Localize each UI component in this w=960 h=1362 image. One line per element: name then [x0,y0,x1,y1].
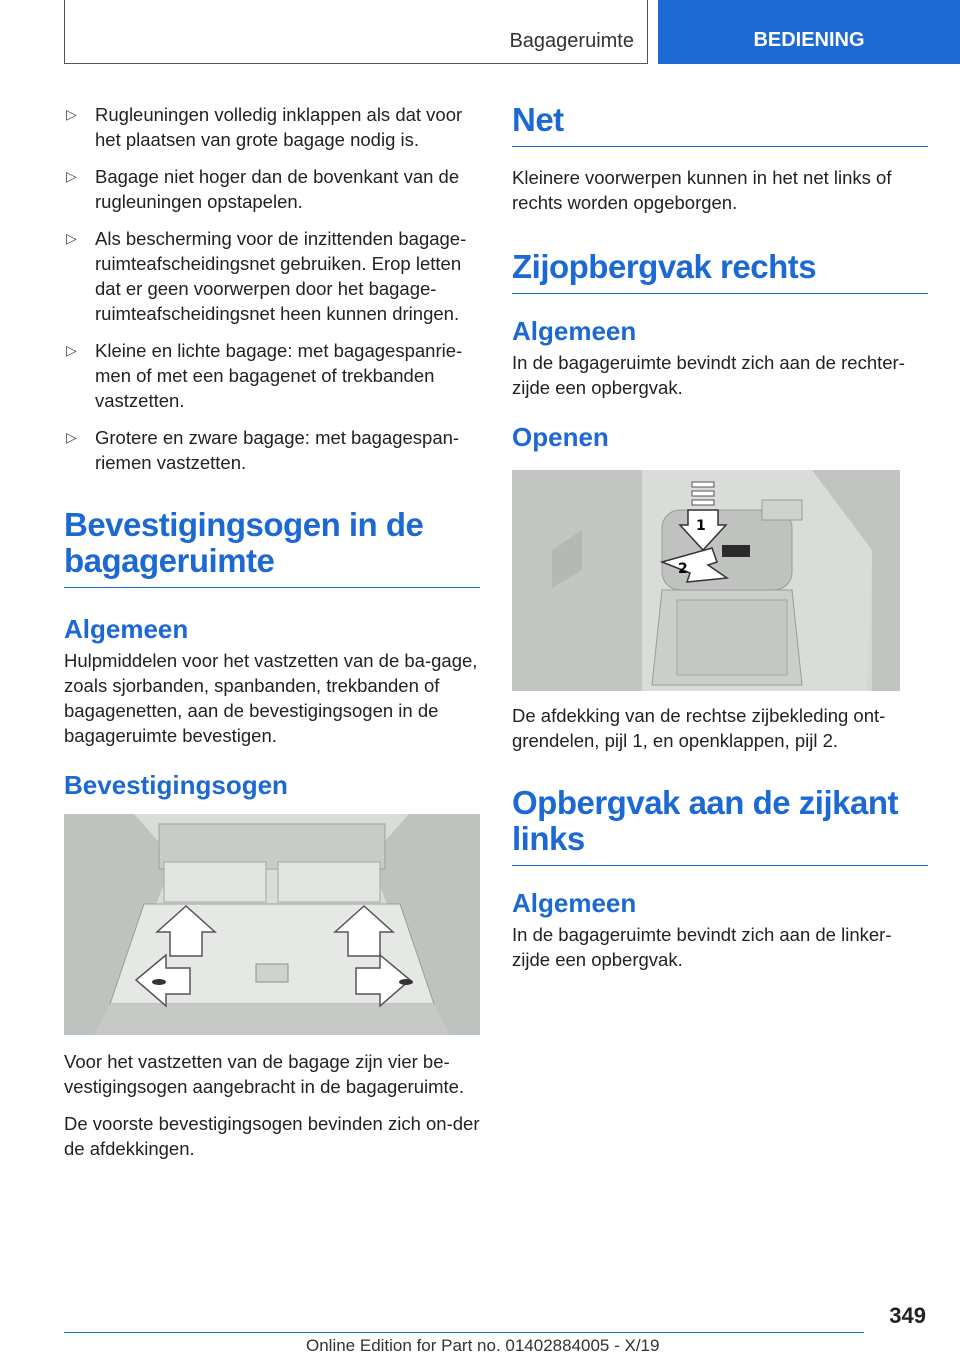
section-title-left-compartment: Opbergvak aan de zijkant links [512,784,898,857]
paragraph-open: De afdekking van de rechtse zijbekleding ont-grendelen, pijl 1, en openklappen, pijl 2. [512,705,886,751]
section-heading-wrap [64,507,480,588]
cargo-area-illustration [64,814,480,1035]
list-item: ▷ Kleine en lichte bagage: met bagagespanrie-men of met een bagagenet of trekbanden vastzetten. [66,340,463,411]
list-item: ▷ Als bescherming voor de inzittenden bagage-ruimteafscheidingsnet gebruiken. Erop letten dat er geen voorwerpen door het bagage-ruimteafscheidingsnet heen kunnen dringen. [66,228,467,324]
right-column [512,102,928,984]
section-heading-wrap [512,249,928,294]
subsection-title-algemeen: Algemeen [512,888,637,918]
subsection-title-bevestigingsogen: Bevestigingsogen [64,770,288,800]
triangle-bullet-icon: ▷ [66,106,77,122]
section-heading-wrap [512,785,928,866]
list-item: ▷ Grotere en zware bagage: met bagagespan-riemen vastzetten. [66,427,460,473]
list-item: ▷ Bagage niet hoger dan de bovenkant van de rugleuningen opstapelen. [66,166,460,212]
triangle-bullet-icon: ▷ [66,342,77,358]
compartment-open-figure [512,470,900,691]
section-title-net: Net [512,101,564,138]
header-section-title: Bagageruimte [509,30,634,52]
side-compartment-illustration [512,470,900,691]
triangle-bullet-icon: ▷ [66,168,77,184]
footer-edition: Online Edition for Part no. 01402884005 - X/19 [306,1336,660,1355]
subsection-title-algemeen: Algemeen [64,614,189,644]
subsection-title-algemeen: Algemeen [512,316,637,346]
triangle-bullet-icon: ▷ [66,230,77,246]
arrow-label-2: 2 [678,561,688,577]
triangle-bullet-icon: ▷ [66,429,77,445]
section-title-right-compartment: Zijopbergvak rechts [512,248,817,285]
arrow-label-1: 1 [696,518,706,534]
section-title-bevestigingsogen: Bevestigingsogen in de bagageruimte [64,506,424,579]
footer-divider [64,1332,864,1333]
paragraph-eyes-2: De voorste bevestigingsogen bevinden zich on-der de afdekkingen. [64,1113,480,1159]
paragraph-right-general: In de bagageruimte bevindt zich aan de rechter-zijde een opbergvak. [512,352,905,398]
paragraph-net: Kleinere voorwerpen kunnen in het net links of rechts worden opgeborgen. [512,167,892,213]
subsection-title-openen: Openen [512,422,609,452]
page-number: 349 [889,1303,926,1328]
cargo-eyes-figure [64,814,480,1035]
list-item: ▷ Rugleuningen volledig inklappen als dat voor het plaatsen van grote bagage nodig is. [66,104,463,150]
chapter-tab[interactable]: BEDIENING [658,0,960,64]
paragraph-eyes-1: Voor het vastzetten van de bagage zijn vier be-vestigingsogen aangebracht in de bagageruimte. [64,1051,465,1097]
left-column [64,102,480,1173]
section-heading-wrap [512,102,928,147]
bullet-list [64,102,480,475]
paragraph-left-general: In de bagageruimte bevindt zich aan de linker-zijde een opbergvak. [512,924,892,970]
paragraph-general: Hulpmiddelen voor het vastzetten van de ba-gage, zoals sjorbanden, spanbanden, trekbanden of bagagenetten, aan de bevestigingsogen in de bagageruimte bevestigen. [64,650,478,746]
